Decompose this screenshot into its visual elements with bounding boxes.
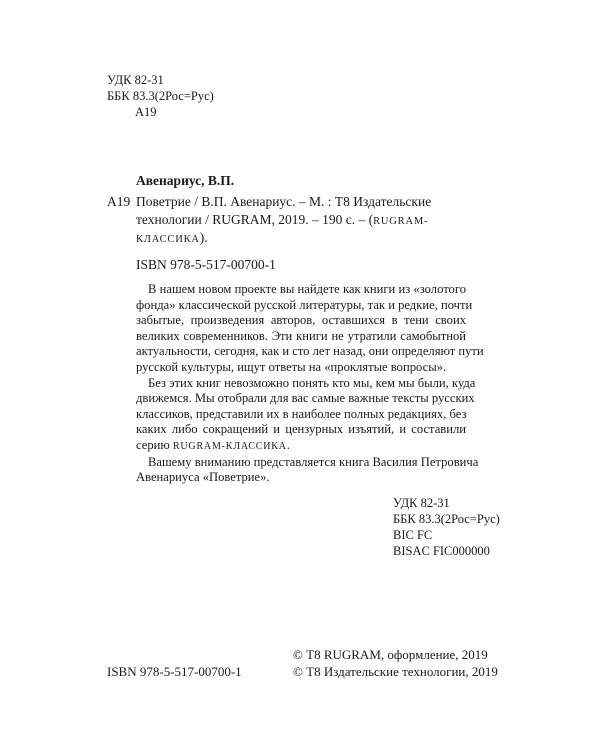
annotation-line: Без этих книг невозможно понять кто мы, кем мы были, куда xyxy=(148,375,476,390)
copyright-line-1: © Т8 RUGRAM, оформление, 2019 xyxy=(293,647,488,662)
annotation-line: Авенариуса «Поветрие». xyxy=(136,470,270,485)
bic-code: BIC FC xyxy=(393,528,433,542)
series-name-part2: КЛАССИКА xyxy=(136,234,200,245)
annotation-line: В нашем новом проекте вы найдете как книги из «золотого xyxy=(148,282,466,296)
author-mark: А19 xyxy=(107,194,131,209)
annotation-line: забытые, произведения авторов, оставшихся в тени своих xyxy=(136,313,466,328)
annotation-line: каких либо сокращений и цензурных изъятий, и составили xyxy=(136,422,466,437)
bbk-bottom: ББК 83.3(2Рос=Рус) xyxy=(393,512,500,526)
udk-bottom: УДК 82-31 xyxy=(393,496,450,510)
isbn-bottom: ISBN 978-5-517-00700-1 xyxy=(107,664,242,679)
bib-line-1: Поветрие / В.П. Авенариус. – М. : Т8 Издательские xyxy=(136,194,432,209)
author-heading: Авенариус, В.П. xyxy=(136,173,235,188)
bisac-code: BISAC FIC000000 xyxy=(393,544,490,558)
annotation-line: актуальности, сегодня, как и сто лет назад, они определяют пути xyxy=(136,344,484,359)
annotation-paragraph-2 xyxy=(136,375,476,455)
annotation-line: фонда» классической русской литературы, так и редкие, почти xyxy=(136,297,473,312)
annotation-paragraph-3 xyxy=(136,454,479,486)
series-name: RUGRAM-КЛАССИКА xyxy=(172,440,287,452)
isbn-top: ISBN 978-5-517-00700-1 xyxy=(136,257,276,272)
series-suffix: . xyxy=(286,437,290,452)
annotation-line xyxy=(136,438,466,455)
annotation-paragraph-1 xyxy=(136,282,484,376)
series-prefix: серию xyxy=(136,437,173,452)
bib-line-3-end: ). xyxy=(199,230,208,245)
author-mark-top: А19 xyxy=(135,105,157,119)
copyright-line-2: © Т8 Издательские технологии, 2019 xyxy=(293,664,498,679)
annotation xyxy=(136,282,484,486)
annotation-line: классиков, представили их в наиболее полных редакциях, без xyxy=(136,406,467,421)
annotation-line: русской культуры, ищут ответы на «проклятые вопросы». xyxy=(136,359,447,374)
bbk-top: ББК 83.3(2Рос=Рус) xyxy=(107,89,214,103)
udk-top: УДК 82-31 xyxy=(107,73,164,87)
annotation-line: движемся. Мы отобрали для вас самые важные тексты русских xyxy=(136,391,475,406)
annotation-line: Вашему вниманию представляется книга Василия Петровича xyxy=(148,454,479,469)
series-name-part1: RUGRAM- xyxy=(373,216,429,227)
bib-line-3 xyxy=(136,229,208,248)
annotation-line: великих современников. Эти книги не утратили самобытной xyxy=(136,328,466,343)
bib-line-2-text: технологии / RUGRAM, 2019. – 190 с. – ( xyxy=(136,212,374,227)
bib-line-2 xyxy=(136,211,428,230)
